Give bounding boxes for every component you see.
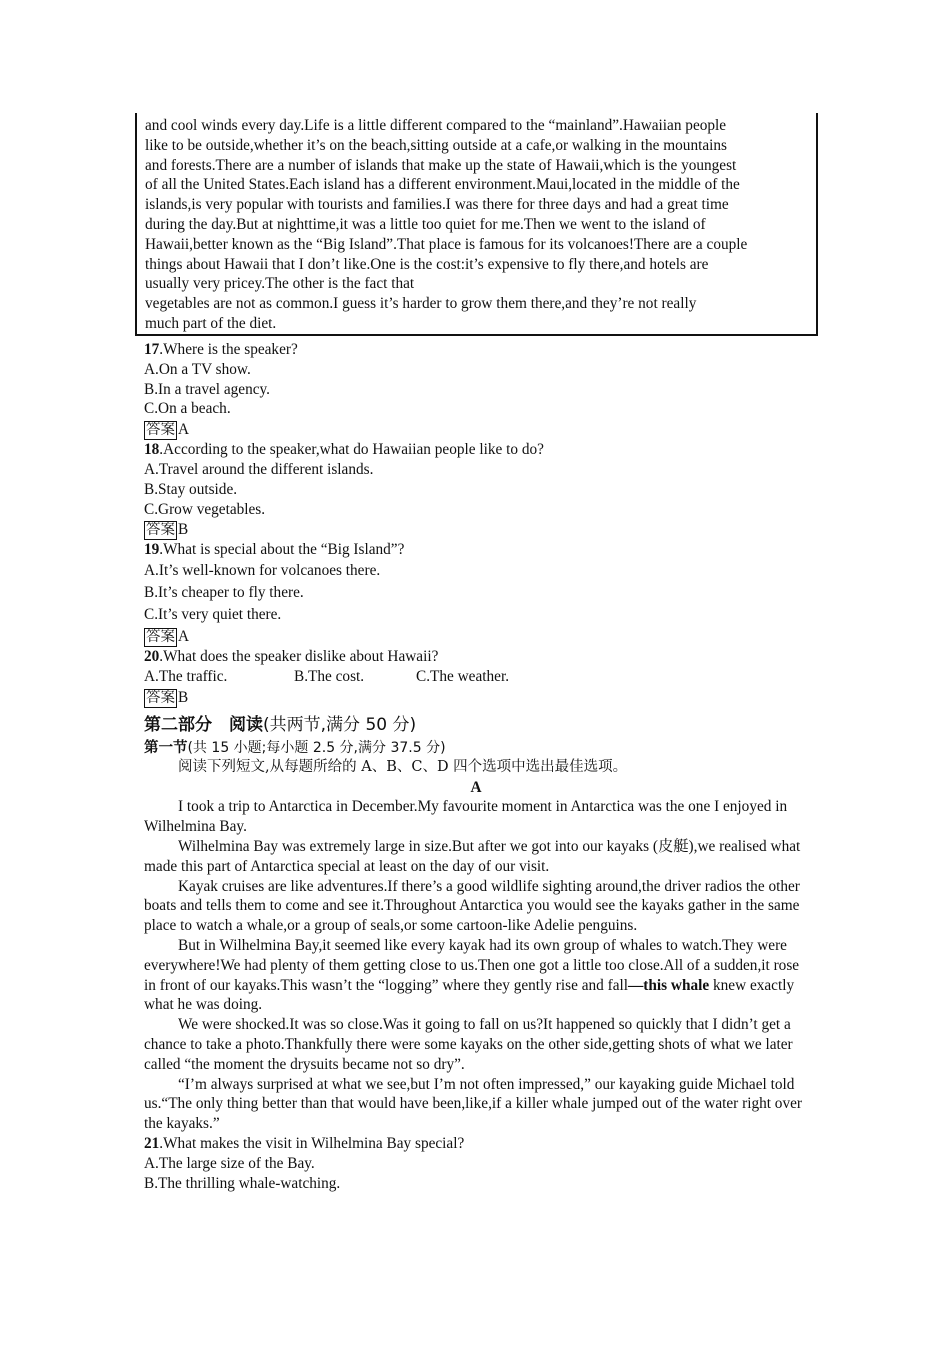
- passage-paragraph: We were shocked.It was so close.Was it going to fall on us?It happened so quickly that I didn’t get a chance to take a photo.Thankfully there were some kayaks on the other side,getting shots of what we later called “the moment the drysuits became not so dry”.: [144, 1016, 793, 1073]
- question-number: 17: [144, 341, 160, 358]
- transcript-line: usually very pricey.The other is the fact that: [145, 275, 415, 293]
- passage-paragraph: I took a trip to Antarctica in December.My favourite moment in Antarctica was the one I enjoyed in Wilhelmina Bay.: [144, 798, 788, 836]
- question-text: .What does the speaker dislike about Hawaii?: [159, 648, 439, 666]
- listening-transcript-box: [135, 113, 818, 336]
- section-heading: [144, 738, 808, 758]
- section-title: 第一节: [144, 739, 188, 756]
- option: B.It’s cheaper to fly there.: [144, 584, 304, 602]
- answer-tag: 答案: [146, 689, 175, 706]
- answer-tag: 答案: [146, 629, 175, 646]
- transcript-line: during the day.But at nighttime,it was a little too quiet for me.Then we went to the island of: [145, 215, 706, 233]
- transcript-line: much part of the diet.: [145, 314, 277, 332]
- part-title: 第二部分 阅读: [144, 714, 263, 735]
- part-heading: [144, 714, 808, 736]
- option: C.On a beach.: [144, 400, 231, 418]
- question-19: [144, 540, 808, 647]
- passage-paragraph: “I’m always surprised at what we see,but I’m not often impressed,” our kayaking guide Michael told us.“The only thing better than that would have been,like,if a killer whale jumped out of the water right over the kayaks.”: [144, 1075, 802, 1133]
- option: A.The large size of the Bay.: [144, 1154, 315, 1172]
- question-number: 19: [144, 541, 160, 559]
- option: A.The traffic.: [144, 667, 228, 685]
- transcript-line: and forests.There are a number of islands that make up the state of Hawaii,which is the youngest: [145, 156, 737, 174]
- question-text: .According to the speaker,what do Hawaiian people like to do?: [159, 441, 544, 459]
- answer-tag: 答案: [146, 522, 175, 539]
- transcript-line: of all the United States.Each island has a different environment.Maui,located in the middle of the: [145, 176, 740, 194]
- passage-paragraph: Wilhelmina Bay was extremely large in size.But after we got into our kayaks (皮艇),we realised what made this part of Antarctica special at least on the day of our visit.: [144, 837, 801, 875]
- question-17: [144, 340, 808, 440]
- answer-value: B: [178, 521, 189, 539]
- passage-paragraph: Kayak cruises are like adventures.If there’s a good wildlife sighting around,the driver radios the other boats and tells them to come and see it.Throughout Antarctica you would see the kayaks gather in the same place to watch a whale,or a group of seals,or some cartoon-like Adelie penguins.: [144, 877, 800, 935]
- part-score: (共两节,满分 50 分): [263, 714, 417, 735]
- option: B.Stay outside.: [144, 480, 238, 498]
- section-score: (共 15 小题;每小题 2.5 分,满分 37.5 分): [187, 739, 446, 756]
- transcript-line: Hawaii,better known as the “Big Island”.That place is famous for its volcanoes!There are a couple: [145, 235, 748, 253]
- answer-value: A: [178, 628, 190, 646]
- option: A.Travel around the different islands.: [144, 460, 374, 478]
- question-number: 20: [144, 648, 160, 666]
- transcript-line: things about Hawaii that I don’t like.One is the cost:it’s expensive to fly there,and hotels are: [145, 255, 709, 273]
- passage-label: A: [470, 778, 482, 796]
- transcript-line: and cool winds every day.Life is a little different compared to the “mainland”.Hawaiian people: [145, 117, 727, 134]
- option: A.It’s well-known for volcanoes there.: [144, 562, 381, 580]
- transcript-line: vegetables are not as common.I guess it’s harder to grow them there,and they’re not really: [145, 295, 697, 313]
- option: C.It’s very quiet there.: [144, 606, 282, 624]
- transcript-line: islands,is very popular with tourists and families.I was there for three days and had a great time: [145, 196, 729, 214]
- answer-value: A: [178, 421, 190, 439]
- option: A.On a TV show.: [144, 360, 251, 378]
- bold-phrase: —this whale: [628, 976, 710, 994]
- option: B.The thrilling whale-watching.: [144, 1174, 341, 1192]
- answer-value: B: [178, 688, 189, 706]
- document-body: [144, 340, 808, 1193]
- question-number: 18: [144, 441, 160, 459]
- instruction: 阅读下列短文,从每题所给的 A、B、C、D 四个选项中选出最佳选项。: [178, 758, 628, 775]
- option: C.Grow vegetables.: [144, 500, 266, 518]
- passage-paragraph: But in Wilhelmina Bay,it seemed like every kayak had its own group of whales to watch.They were everywhere!We had plenty of them getting close to us.Then one got a little too close.All of a sudden,it rose in front of our kayaks.This wasn’t the “logging” where they gently rise and fall—this whale knew exactly what he was doing.: [144, 936, 800, 1014]
- question-20: [144, 647, 808, 708]
- answer-tag: 答案: [146, 422, 175, 439]
- question-text: .What makes the visit in Wilhelmina Bay special?: [159, 1134, 465, 1152]
- transcript-line: like to be outside,whether it’s on the beach,sitting outside at a cafe,or walking in the mountains: [145, 136, 727, 154]
- question-number: 21: [144, 1134, 160, 1152]
- question-text: .Where is the speaker?: [159, 341, 298, 358]
- question-18: [144, 440, 808, 540]
- option: B.In a travel agency.: [144, 380, 270, 398]
- question-text: .What is special about the “Big Island”?: [159, 541, 405, 559]
- option: B.The cost.: [294, 667, 365, 685]
- option: C.The weather.: [416, 667, 510, 685]
- question-21: [144, 1134, 808, 1193]
